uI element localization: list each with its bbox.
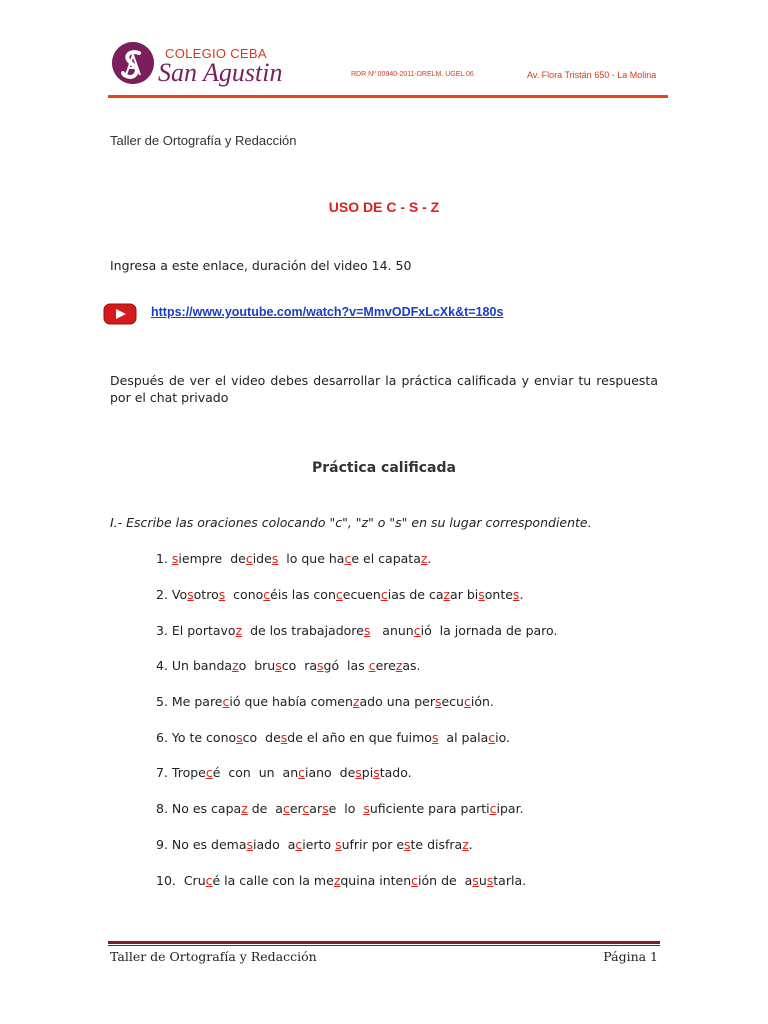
answer-letter: s [404,837,411,852]
sentence-text: ado una per [359,694,435,709]
header-divider [108,95,668,98]
sentence-text: gó las [323,658,369,673]
sentence-text: de a [247,801,283,816]
exercise-sentence [156,873,526,888]
sentence-text: 9. No es dema [156,837,247,852]
answer-letter: z [333,873,341,888]
instructions-paragraph: Después de ver el video debes desarrollar la práctica calificada y enviar tu respuesta por el chat privado [110,373,658,405]
answer-letter: s [236,730,243,745]
exercise-sentence [156,730,510,745]
exercise-sentence [156,694,494,709]
sentence-text: éis las con [270,587,336,602]
answer-letter: z [443,587,451,602]
sentence-text: o bru [238,658,276,673]
school-logo [112,42,154,84]
answer-letter: c [205,873,213,888]
sentence-text: ipar. [496,801,524,816]
answer-letter: s [275,658,282,673]
logo-emblem-icon [112,42,154,84]
exercise-sentence [156,587,523,602]
sentence-text: uficiente para parti [369,801,490,816]
sentence-text: 3. El portavo [156,623,236,638]
sentence-text: 2. Vo [156,587,188,602]
sentence-text: io. [495,730,510,745]
sentence-text: tarla. [493,873,527,888]
answer-letter: z [395,658,403,673]
answer-letter: s [512,587,520,602]
footer-course: Taller de Ortografía y Redacción [110,949,317,964]
answer-letter: c [413,623,421,638]
sentence-text: co ra [281,658,318,673]
sentence-text: . [468,837,473,852]
answer-letter: s [280,730,288,745]
answer-letter: s [218,587,226,602]
exercise-sentence [156,801,524,816]
answer-letter: s [472,873,479,888]
answer-letter: s [335,837,342,852]
answer-letter: z [232,658,239,673]
sentence-text: onte [484,587,513,602]
sentence-text: cono [225,587,264,602]
answer-letter: c [335,587,343,602]
answer-letter: s [355,765,362,780]
footer-divider-thin [108,945,660,946]
answer-letter: c [411,873,419,888]
answer-letter: c [205,765,213,780]
sentence-text: ias de ca [387,587,444,602]
sentence-text: co de [242,730,281,745]
answer-letter: z [462,837,469,852]
sentence-text: 6. Yo te cono [156,730,237,745]
answer-letter: s [187,587,194,602]
sentence-text: é la calle con la me [212,873,334,888]
answer-letter: c [463,694,471,709]
sentence-text: 7. Trope [156,765,206,780]
answer-letter: c [380,587,388,602]
answer-letter: s [271,551,279,566]
sentence-text: anun [370,623,414,638]
answer-letter: s [478,587,485,602]
answer-letter: s [171,551,179,566]
page-title: USO DE C - S - Z [328,199,440,215]
answer-letter: s [434,694,442,709]
answer-letter: c [282,801,290,816]
answer-letter: z [352,694,360,709]
sentence-text: lo que ha [278,551,345,566]
sentence-text: ión de a [418,873,473,888]
footer-divider [108,941,660,944]
sentence-text: iempre de [178,551,246,566]
answer-letter: c [295,837,303,852]
answer-letter: c [298,765,305,780]
school-address: Av. Flora Tristán 650 - La Molina [527,70,657,80]
sentence-text: . [427,551,432,566]
sentence-text: ar [309,801,323,816]
answer-letter: c [222,694,230,709]
sentence-text: ecuen [342,587,381,602]
exercise-sentence [156,658,421,673]
sentence-text: ió que había comen [229,694,353,709]
sentence-text: pi [361,765,374,780]
exercise-sentence [156,551,431,566]
practice-title: Práctica calificada [312,460,456,476]
sentence-text: 5. Me pare [156,694,223,709]
sentence-text: ecu [441,694,464,709]
sentence-text: iado a [253,837,296,852]
answer-letter: s [317,658,324,673]
sentence-text: 10. Cru [156,873,206,888]
sentence-text: iano de [305,765,356,780]
answer-letter: s [322,801,329,816]
sentence-text: 1. [156,551,172,566]
course-name: Taller de Ortografía y Redacción [110,133,297,148]
exercise-sentence [156,623,557,638]
intro-text: Ingresa a este enlace, duración del video 14. 50 [110,258,412,273]
sentence-text: ufrir por e [341,837,405,852]
sentence-text: tado. [379,765,412,780]
sentence-text: as. [402,658,421,673]
answer-letter: s [373,765,380,780]
sentence-text: ar bi [450,587,479,602]
sentence-text: de los trabajadore [242,623,364,638]
sentence-text: e el capata [351,551,421,566]
school-registration: RDR Nº 00940-2011-DRELM. UGEL 06 [351,71,474,78]
sentence-text: al pala [438,730,489,745]
answer-letter: c [263,587,271,602]
sentence-text: é con un an [212,765,299,780]
answer-letter: z [235,623,243,638]
answer-letter: c [344,551,352,566]
sentence-text: 4. Un banda [156,658,233,673]
sentence-text: 8. No es capa [156,801,242,816]
answer-letter: s [486,873,494,888]
sentence-text: u [478,873,487,888]
sentence-text: e lo [328,801,364,816]
answer-letter: c [302,801,310,816]
answer-letter: s [363,623,371,638]
answer-letter: c [368,658,376,673]
page-number: Página 1 [603,949,658,964]
sentence-text: er [289,801,303,816]
sentence-text: ión. [470,694,494,709]
answer-letter: c [488,730,496,745]
sentence-text: otro [193,587,219,602]
sentence-text: ere [375,658,396,673]
sentence-text: de el año en que fuimo [287,730,432,745]
answer-letter: s [431,730,439,745]
school-label: COLEGIO CEBA [165,46,267,61]
answer-letter: s [363,801,370,816]
school-name: San Agustin [158,58,283,87]
answer-letter: c [245,551,253,566]
answer-letter: z [241,801,248,816]
sentence-text: . [519,587,524,602]
youtube-icon[interactable] [103,303,137,325]
exercise-instruction: I.- Escribe las oraciones colocando "c", "z" o "s" en su lugar correspondiente. [110,515,592,530]
sentence-text: quina inten [340,873,412,888]
sentence-text: ierto [302,837,336,852]
sentence-text: ió la jornada de paro. [420,623,558,638]
exercise-sentence [156,837,473,852]
sentence-text: ide [252,551,272,566]
answer-letter: c [489,801,497,816]
exercise-sentence [156,765,412,780]
video-link[interactable]: https://www.youtube.com/watch?v=MmvODFxLcXk&t=180s [151,305,504,319]
answer-letter: z [420,551,428,566]
sentence-text: te disfra [410,837,463,852]
answer-letter: s [246,837,254,852]
